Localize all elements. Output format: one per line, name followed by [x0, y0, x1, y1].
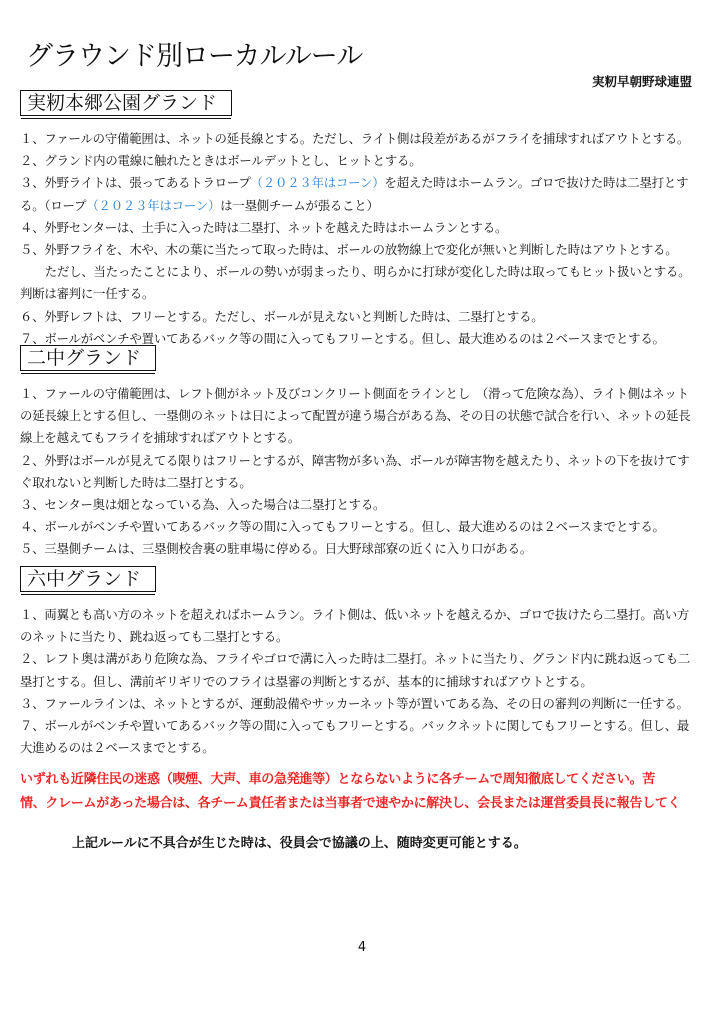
rule-item: ５、外野フライを、木や、木の葉に当たって取った時は、ボールの放物線上で変化が無いと判断した時はアウトとする。: [20, 242, 678, 258]
rule-item: ４、ボールがベンチや置いてあるバック等の間に入ってもフリーとする。但し、最大進めるのは２ベースまでとする。: [20, 519, 665, 535]
section-body-rokuchu: [20, 604, 700, 759]
neighborhood-warning: いずれも近隣住民の迷惑（喫煙、大声、車の急発進等）とならないように各チームで周知徹底してください。苦 情、クレームがあった場合は、各チーム責任者または当事者で速やかに解決し、会長または運営委員長に報告してく: [20, 772, 681, 811]
section-body-hongo: [20, 128, 700, 350]
rule-item: ５、三塁側チームは、三塁側校舎裏の駐車場に停める。日大野球部寮の近くに入り口がある。: [20, 541, 533, 557]
rule-item: ２、グランド内の電線に触れたときはボールデットとし、ヒットとする。: [20, 153, 422, 169]
section-body-nichu: [20, 383, 700, 561]
section-heading-rokuchu: 六中グランド: [20, 566, 156, 592]
rule-item: ７、ボールがベンチや置いてあるバック等の間に入ってもフリーとする。但し、最大進めるのは２ベースまでとする。: [20, 330, 665, 346]
section-heading-hongo: 実籾本郷公園グランド: [20, 90, 232, 116]
page-number: 4: [357, 940, 367, 955]
rule-change-note: 上記ルールに不具合が生じた時は、役員会で協議の上、随時変更可能とする。: [72, 836, 527, 851]
rule-item: ただし、当たったことにより、ボールの勢いが弱まったり、明らかに打球が変化した時は取ってもヒット扱いとする。判断は審判に一任する。: [20, 264, 691, 302]
page-title: グラウンド別ローカルルール: [26, 41, 363, 72]
rule-item: ７、ボールがベンチや置いてあるバック等の間に入ってもフリーとする。バックネットに関してもフリーとする。但し、最大進めるのは２ベースまでとする。: [20, 718, 690, 756]
rule-item: ２、外野はボールが見えてる限りはフリーとするが、障害物が多い為、ボールが障害物を越えたり、ネットの下を抜けてすぐ取れないと判断した時は二塁打とする。: [20, 452, 690, 490]
rule-item: ２、レフト奥は溝があり危険な為、フライやゴロで溝に入った時は二塁打。ネットに当たり、グランド内に跳ね返っても二塁打とする。但し、溝前ギリギリでのフライは塁審の判断とするが、基本的に捕球すればアウトとする。: [20, 651, 691, 689]
rule-item: ３、ファールラインは、ネットとするが、運動設備やサッカーネット等が置いてある為、その日の審判の判断に一任する。: [20, 695, 689, 711]
rule-item: ４、外野センターは、土手に入った時は二塁打、ネットを越えた時はホームランとする。: [20, 219, 508, 235]
rule-item: １、ファールの守備範囲は、ネットの延長線とする。ただし、ライト側は段差があるがフライを捕球すればアウトとする。: [20, 131, 690, 146]
rule-item: ３、外野ライトは、張ってあるトラロープ（２０２３年はコーン）を超えた時はホームラン。ゴロで抜けた時は二塁打とする。（ロープ（２０２３年はコーン）は一塁側チームが張ること）: [20, 175, 689, 213]
organization-name: 実籾早朝野球連盟: [591, 74, 692, 89]
section-heading-nichu: 二中グランド: [20, 345, 156, 371]
rule-item: １、両翼とも高い方のネットを超えればホームラン。ライト側は、低いネットを越えるか、ゴロで抜けたら二塁打。高い方のネットに当たり、跳ね返っても二塁打とする。: [20, 607, 690, 645]
rule-item: １、ファールの守備範囲は、レフト側がネット及びコンクリート側面をラインとし （滑って危険な為）、ライト側はネットの延長線上とする但し、一塁側のネットは日によって配置が違う場合がある為、その日の状態で試合を行い、ネットの延長線上を越えてもフライを捕球すればアウトとする。: [20, 386, 691, 446]
rule-item: ３、センター奥は畑となっている為、入った場合は二塁打とする。: [20, 497, 386, 513]
rule-item: ６、外野レフトは、フリーとする。ただし、ボールが見えないと判断した時は、二塁打とする。: [20, 308, 544, 324]
